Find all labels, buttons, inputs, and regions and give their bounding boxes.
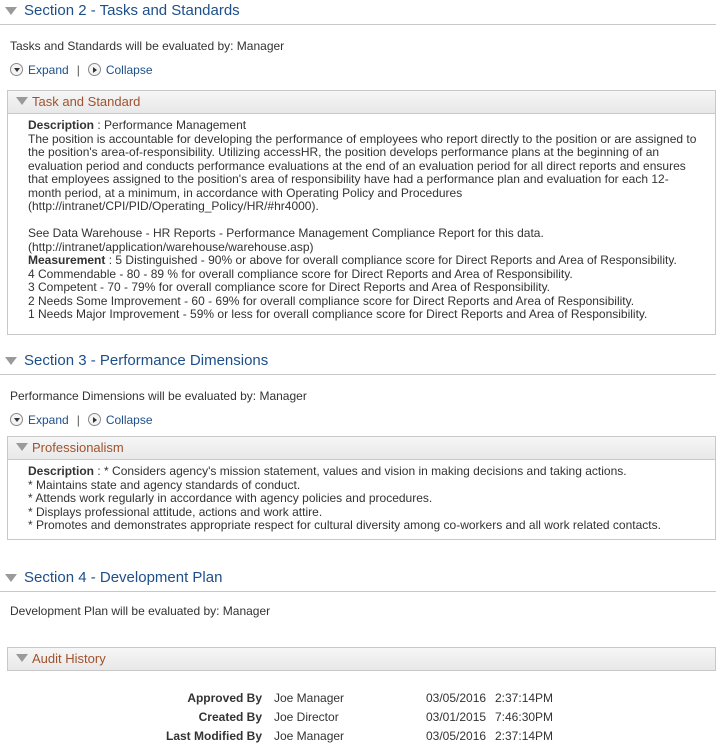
audit-label: Created By	[198, 710, 262, 724]
collapse-triangle-icon[interactable]	[16, 654, 28, 662]
panel-title: Audit History	[32, 651, 106, 666]
collapse-triangle-icon[interactable]	[5, 574, 17, 582]
section-title: Section 3 - Performance Dimensions	[24, 352, 269, 369]
professionalism-panel	[7, 436, 716, 540]
audit-history-header[interactable]	[8, 648, 715, 670]
collapse-icon	[88, 413, 101, 426]
expand-collapse-row: Expand | Collapse	[10, 63, 153, 77]
collapse-triangle-icon[interactable]	[5, 7, 17, 15]
collapse-triangle-icon[interactable]	[5, 357, 17, 365]
text-line: * Maintains state and agency standards of conduct.	[28, 477, 301, 492]
audit-history-panel	[7, 647, 716, 671]
text-line: evaluation period and conducts performance evaluations at the end of an evaluation period for all direct reports and ensures	[28, 158, 686, 173]
evaluated-by-text: Performance Dimensions will be evaluated by: Manager	[10, 389, 307, 403]
text-line: that employees assigned to the position's area of responsibility have had a performance plan and evaluation for each 12-	[28, 172, 669, 186]
text-line: 1 Needs Major Improvement - 59% or less for overall compliance score for Direct Reports and Area of Responsibility.	[28, 307, 648, 321]
professionalism-header[interactable]	[8, 437, 715, 460]
text-line: (http://intranet/CPI/PID/Operating_Policy/HR/#hr4000).	[28, 199, 319, 213]
text-line: 2 Needs Some Improvement - 60 - 69% for overall compliance score for Direct Reports and Area of Responsibility.	[28, 293, 635, 308]
expand-icon	[10, 63, 23, 76]
expand-collapse-row: Expand | Collapse	[10, 413, 153, 427]
audit-time: 7:46:30PM	[495, 710, 554, 724]
text-line: * Attends work regularly in accordance with agency policies and procedures.	[28, 491, 433, 505]
text-line: the position's area-of-responsibility. Utilizing accessHR, the position develops performance plans at the beginning of an	[28, 145, 660, 159]
text-line: 3 Competent - 70 - 79% for overall compliance score for Direct Reports and Area of Responsibility.	[28, 280, 551, 294]
collapse-all-button[interactable]: Collapse	[88, 413, 153, 427]
collapse-triangle-icon[interactable]	[16, 97, 28, 105]
text-line	[28, 214, 714, 228]
audit-date: 03/05/2016	[426, 691, 487, 705]
evaluated-by-text: Tasks and Standards will be evaluated by: Manager	[10, 39, 285, 53]
text-line: * Promotes and demonstrates appropriate respect for cultural diversity among co-workers and all work related contacts.	[28, 518, 661, 532]
section-4-header[interactable]	[0, 567, 716, 592]
audit-name: Joe Director	[274, 710, 339, 724]
audit-name: Joe Manager	[274, 729, 345, 743]
audit-label: Last Modified By	[165, 729, 262, 743]
panel-title: Task and Standard	[32, 94, 141, 109]
text-line: month period, at a minimum, in accordance with Operating Policy and Procedures	[28, 185, 463, 200]
text-line: (http://intranet/application/warehouse/warehouse.asp)	[28, 239, 314, 254]
section-title: Section 2 - Tasks and Standards	[24, 2, 240, 19]
collapse-all-button[interactable]: Collapse	[88, 63, 153, 77]
evaluated-by-text: Development Plan will be evaluated by: Manager	[10, 604, 271, 618]
task-and-standard-header[interactable]	[8, 91, 715, 114]
audit-label: Approved By	[187, 691, 262, 705]
audit-time: 2:37:14PM	[495, 691, 554, 705]
professionalism-description: Description : * Considers agency's mission statement, values and vision in making decisions and taking actions. * Maintains state and agency standards of conduct. * Attends work regularly in accordance with agency policies and procedures. * Displays professional attitude, actions and work attire. * Promotes and demonstrates appropriate respect for cultural diversity among co-workers and all work related contacts.	[28, 465, 714, 533]
section-3-header[interactable]	[0, 350, 716, 375]
collapse-triangle-icon[interactable]	[16, 443, 28, 451]
text-line: 4 Commendable - 80 - 89 % for overall compliance score for Direct Reports and Area of Responsibility.	[28, 266, 573, 281]
expand-icon	[10, 413, 23, 426]
text-line: The position is accountable for developing the performance of employees who report directly to the position or are assigned to	[28, 131, 697, 146]
section-title: Section 4 - Development Plan	[24, 569, 223, 586]
section-2-header[interactable]	[0, 0, 716, 25]
audit-date: 03/05/2016	[426, 729, 487, 743]
task-and-standard-panel	[7, 90, 716, 335]
collapse-icon	[88, 63, 101, 76]
audit-date: 03/01/2015	[426, 710, 487, 724]
expand-all-button[interactable]: Expand	[10, 63, 69, 77]
audit-time: 2:37:14PM	[495, 729, 554, 743]
text-line: See Data Warehouse - HR Reports - Performance Management Compliance Report for this data.	[28, 226, 544, 240]
audit-name: Joe Manager	[274, 691, 345, 705]
text-line: * Displays professional attitude, actions and work attire.	[28, 504, 323, 519]
task-description: Description : Performance Management The position is accountable for developing the performance of employees who report directly to the position or are assigned to the position's area-of-responsibility. Utilizing accessHR, the position develops performance plans at the beginning of an evaluation period and conducts performance evaluations at the end of an evaluation period for all direct reports and ensures that employees assigned to the position's area of responsibility have had a performance plan and evaluation for each 12- month period, at a minimum, in accordance with Operating Policy and Procedures (http://intranet/CPI/PID/Operating_Policy/HR/#hr4000). See Data Warehouse - HR Reports - Performance Management Compliance Report for this data. (http://intranet/application/warehouse/warehouse.asp) Measurement : 5 Distinguished - 90% or above for overall compliance score for Direct Reports and Area of Responsibility. 4 Commendable - 80 - 89 % for overall compliance score for Direct Reports and Area of Responsibility. 3 Competent - 70 - 79% for overall compliance score for Direct Reports and Area of Responsibility. 2 Needs Some Improvement - 60 - 69% for overall compliance score for Direct Reports and Area of Responsibility. 1 Needs Major Improvement - 59% or less for overall compliance score for Direct Reports and Area of Responsibility.	[28, 119, 714, 322]
expand-all-button[interactable]: Expand	[10, 413, 69, 427]
panel-title: Professionalism	[32, 440, 124, 455]
